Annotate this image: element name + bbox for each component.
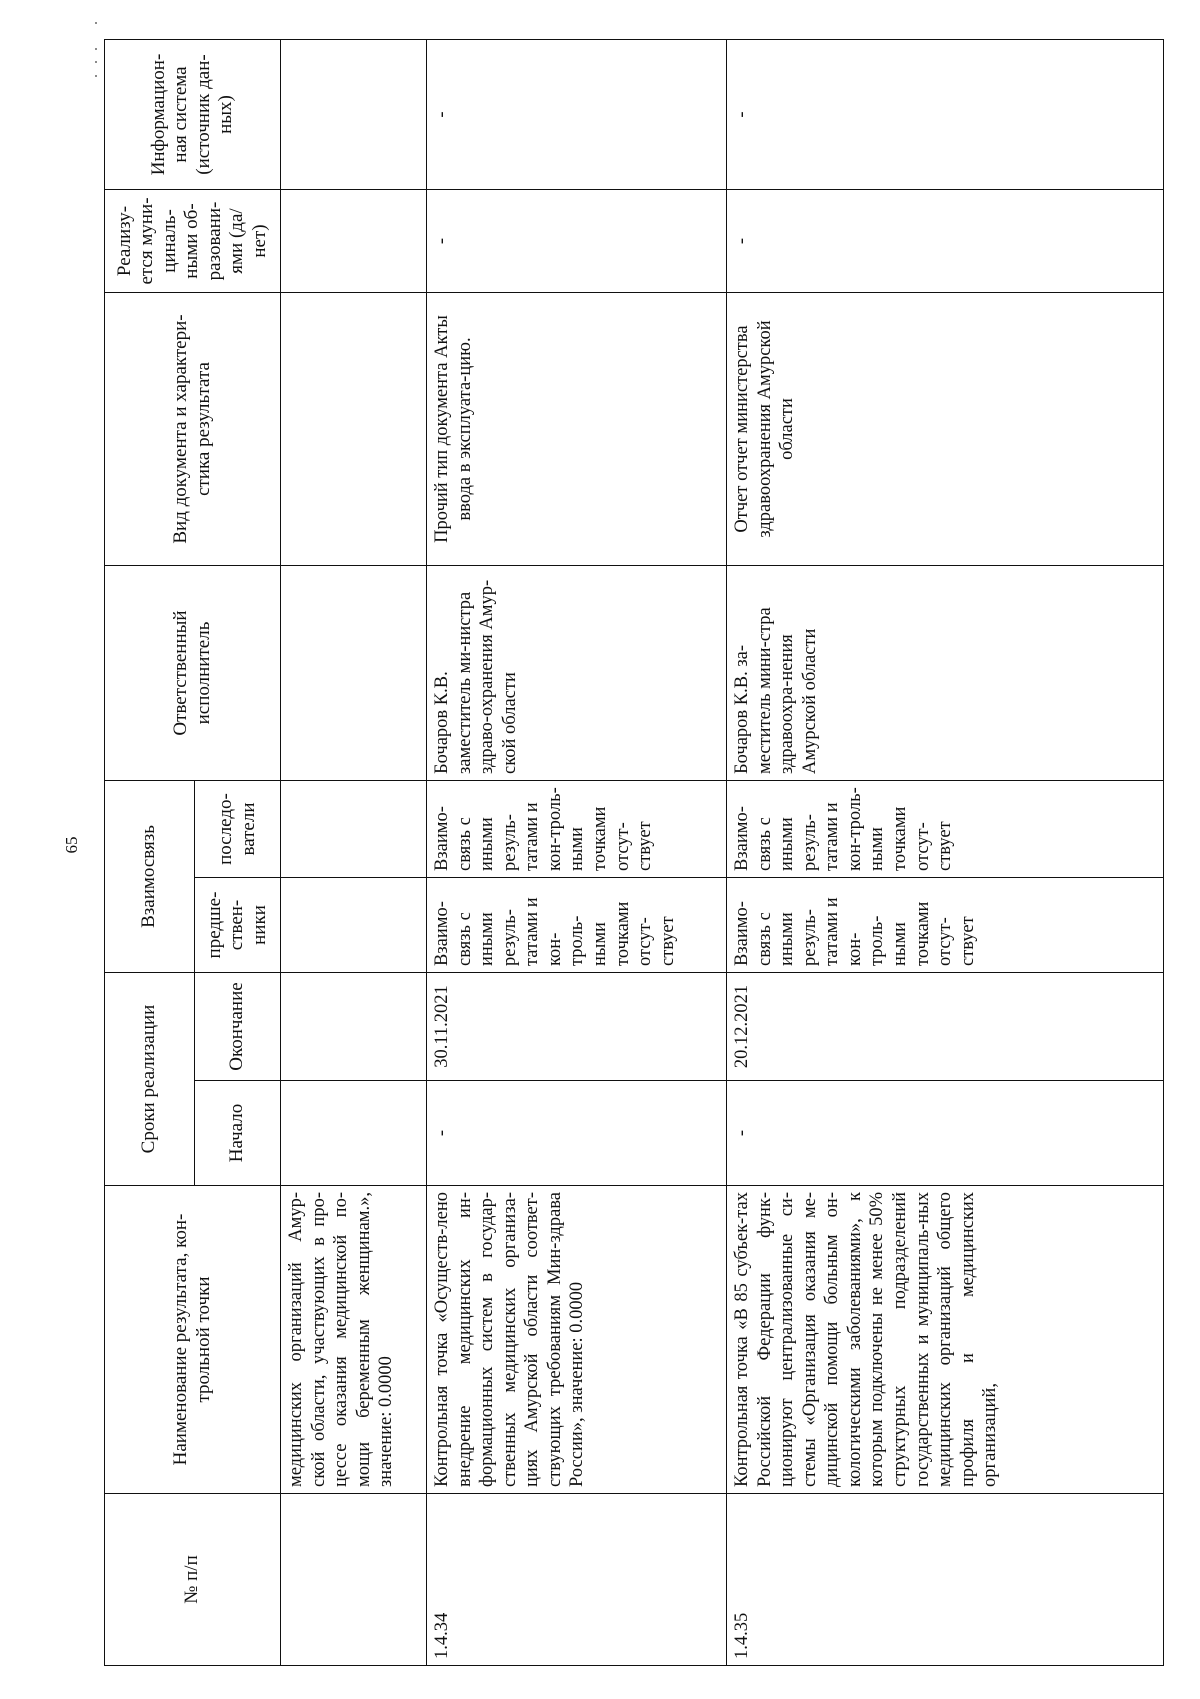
- table-row: [427, 40, 727, 1666]
- header-terms: Сроки реализации: [105, 973, 195, 1186]
- row-responsible: Бочаров К.В. заместитель ми-нистра здраво-охранения Амур-ской области: [427, 566, 727, 781]
- table-row: [281, 40, 427, 1666]
- row-name: Контрольная точка «В 85 субъек-тах Российской Федерации функ-ционируют централизованные си-стемы «Организация оказания ме-дицинской помощи больным он-кологическими заболеваниями», к которым подключены не менее 50% структурных подразделений государственных и муниципаль-ных медицинских организаций общего профиля и медицинских организаций,: [727, 1186, 1164, 1494]
- table-row: [727, 40, 1164, 1666]
- row-info-system: -: [427, 40, 727, 190]
- header-info-system: Информацион-ная система (источник дан-ных): [105, 40, 281, 190]
- header-num: № п/п: [105, 1494, 281, 1666]
- row-responsible: Бочаров К.В. за-меститель мини-стра здравоохра-нения Амурской области: [727, 566, 1164, 781]
- header-end: Окончание: [195, 973, 281, 1081]
- row-end: 20.12.2021: [727, 973, 1164, 1081]
- header-relation: Взаимосвязь: [105, 781, 195, 973]
- header-municipal: Реализу-ется муни-циналь-ными об-разовани-ями (да/нет): [105, 190, 281, 293]
- control-points-table: [104, 39, 1164, 1666]
- row-num: 1.4.35: [727, 1494, 1164, 1666]
- row-name: медицинских организаций Амур-ской области, участвующих в про-цессе оказания медицинской по-мощи беременным женщинам.», значение: 0.0000: [281, 1186, 427, 1494]
- row-info-system: [281, 40, 427, 190]
- row-predecessors: Взаимо-связь с иными резуль-татами и кон-троль-ными точками отсут-ствует: [427, 878, 727, 973]
- row-municipal: -: [427, 190, 727, 293]
- row-successors: Взаимо-связь с иными резуль-татами и кон-троль-ными точками отсут-ствует: [727, 781, 1164, 878]
- row-municipal: [281, 190, 427, 293]
- row-doc-type: Прочий тип документа Акты ввода в эксплуата-цию.: [427, 293, 727, 566]
- row-end: [281, 973, 427, 1081]
- row-name: Контрольная точка «Осуществ-лено внедрение медицинских ин-формационных систем в государ-ственных медицинских организа-циях Амурской области соответ-ствующих требованиям Мин-здрава России», значение: 0.0000: [427, 1186, 727, 1494]
- header-responsible: Ответственный исполнитель: [105, 566, 281, 781]
- row-doc-type: [281, 293, 427, 566]
- header-row-1: [105, 40, 195, 1666]
- page-number: 65: [62, 836, 81, 854]
- rotated-table-wrapper: [104, 40, 1164, 1666]
- header-successors: последо-ватели: [195, 781, 281, 878]
- row-responsible: [281, 566, 427, 781]
- header-start: Начало: [195, 1081, 281, 1186]
- row-municipal: -: [727, 190, 1164, 293]
- row-successors: [281, 781, 427, 878]
- row-num: 1.4.34: [427, 1494, 727, 1666]
- header-predecessors: предше-ствен-ники: [195, 878, 281, 973]
- row-successors: Взаимо-связь с иными резуль-татами и кон-троль-ными точками отсут-ствует: [427, 781, 727, 878]
- scan-artifact: [95, 20, 101, 90]
- header-doc-type: Вид документа и характери-стика результата: [105, 293, 281, 566]
- row-num: [281, 1494, 427, 1666]
- row-start: -: [427, 1081, 727, 1186]
- row-doc-type: Отчет отчет министерства здравоохранения Амурской области: [727, 293, 1164, 566]
- row-predecessors: [281, 878, 427, 973]
- row-start: [281, 1081, 427, 1186]
- header-name: Наименование результата, кон-трольной точки: [105, 1186, 281, 1494]
- row-start: -: [727, 1081, 1164, 1186]
- row-info-system: -: [727, 40, 1164, 190]
- row-end: 30.11.2021: [427, 973, 727, 1081]
- row-predecessors: Взаимо-связь с иными резуль-татами и кон-троль-ными точками отсут-ствует: [727, 878, 1164, 973]
